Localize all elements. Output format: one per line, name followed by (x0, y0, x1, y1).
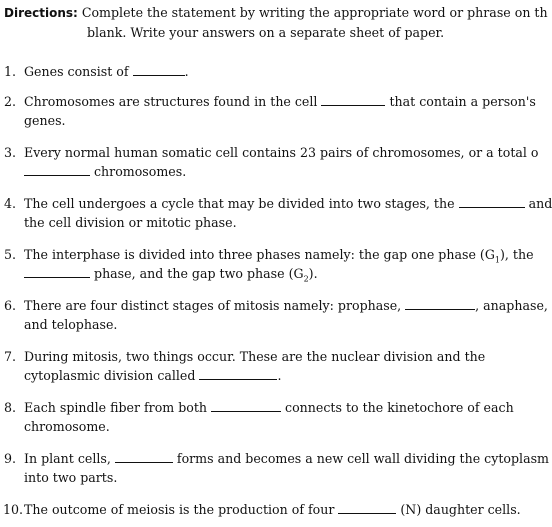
question-text: There are four distinct stages of mitosis namely: prophase, (24, 298, 406, 313)
directions-label: Directions: (4, 6, 78, 20)
question-text: and telophase. (24, 316, 118, 332)
answer-blank[interactable] (199, 367, 277, 380)
question-text: cytoplasmic division called (24, 367, 200, 383)
question-text: . (184, 64, 189, 79)
question-text: the cell division or mitotic phase. (24, 214, 237, 230)
answer-blank[interactable] (133, 63, 185, 76)
answer-blank[interactable] (405, 297, 475, 310)
question-text: (N) daughter cells. (396, 502, 521, 517)
answer-blank[interactable] (24, 163, 90, 176)
answer-blank[interactable] (321, 93, 385, 106)
question-number: 1. (4, 64, 17, 79)
question-text: connects to the kinetochore of each (281, 400, 514, 415)
answer-blank[interactable] (24, 265, 90, 278)
question-text: The cell undergoes a cycle that may be divided into two stages, the (24, 196, 459, 211)
directions-line-2: blank. Write your answers on a separate sheet of paper. (87, 25, 445, 40)
subscript: 1 (494, 255, 500, 265)
question-text: During mitosis, two things occur. These are the nuclear division and the (24, 349, 486, 364)
question-number: 10. (3, 502, 24, 517)
question-text: In plant cells, (24, 451, 115, 466)
question-number: 3. (4, 145, 17, 160)
question-text: The interphase is divided into three phases namely: the gap one phase (G (24, 247, 495, 262)
question-text: and (524, 196, 552, 211)
question-text: Every normal human somatic cell contains 23 pairs of chromosomes, or a total o (24, 145, 539, 160)
question-text: Each spindle fiber from both (24, 400, 212, 415)
question-text: phase, and the gap two phase (G (90, 265, 304, 281)
subscript: 2 (303, 274, 309, 284)
question-text: into two parts. (24, 469, 118, 485)
answer-blank[interactable] (211, 399, 281, 412)
question-number: 9. (4, 451, 17, 466)
question-number: 8. (4, 400, 17, 415)
question-number: 4. (4, 196, 17, 211)
directions-line-1: Complete the statement by writing the appropriate word or phrase on th (77, 5, 548, 20)
question-text: , anaphase, (475, 298, 548, 313)
answer-blank[interactable] (338, 501, 396, 514)
question-text: chromosomes. (90, 163, 187, 179)
question-text: ), the (499, 247, 534, 262)
question-number: 7. (4, 349, 17, 364)
answer-blank[interactable] (115, 450, 173, 463)
question-number: 6. (4, 298, 17, 313)
question-text: forms and becomes a new cell wall dividing the cytoplasm (172, 451, 549, 466)
question-text: . (277, 367, 282, 383)
question-number: 2. (4, 94, 17, 109)
question-text: that contain a person's (385, 94, 536, 109)
question-text: ). (308, 265, 318, 281)
answer-blank[interactable] (459, 195, 525, 208)
question-text: chromosome. (24, 418, 110, 434)
directions (4, 3, 552, 42)
question-text: genes. (24, 112, 66, 128)
question-number: 5. (4, 247, 17, 262)
question-text: The outcome of meiosis is the production of four (24, 502, 339, 517)
question-text: Chromosomes are structures found in the cell (24, 94, 322, 109)
question-text: Genes consist of (24, 64, 133, 79)
